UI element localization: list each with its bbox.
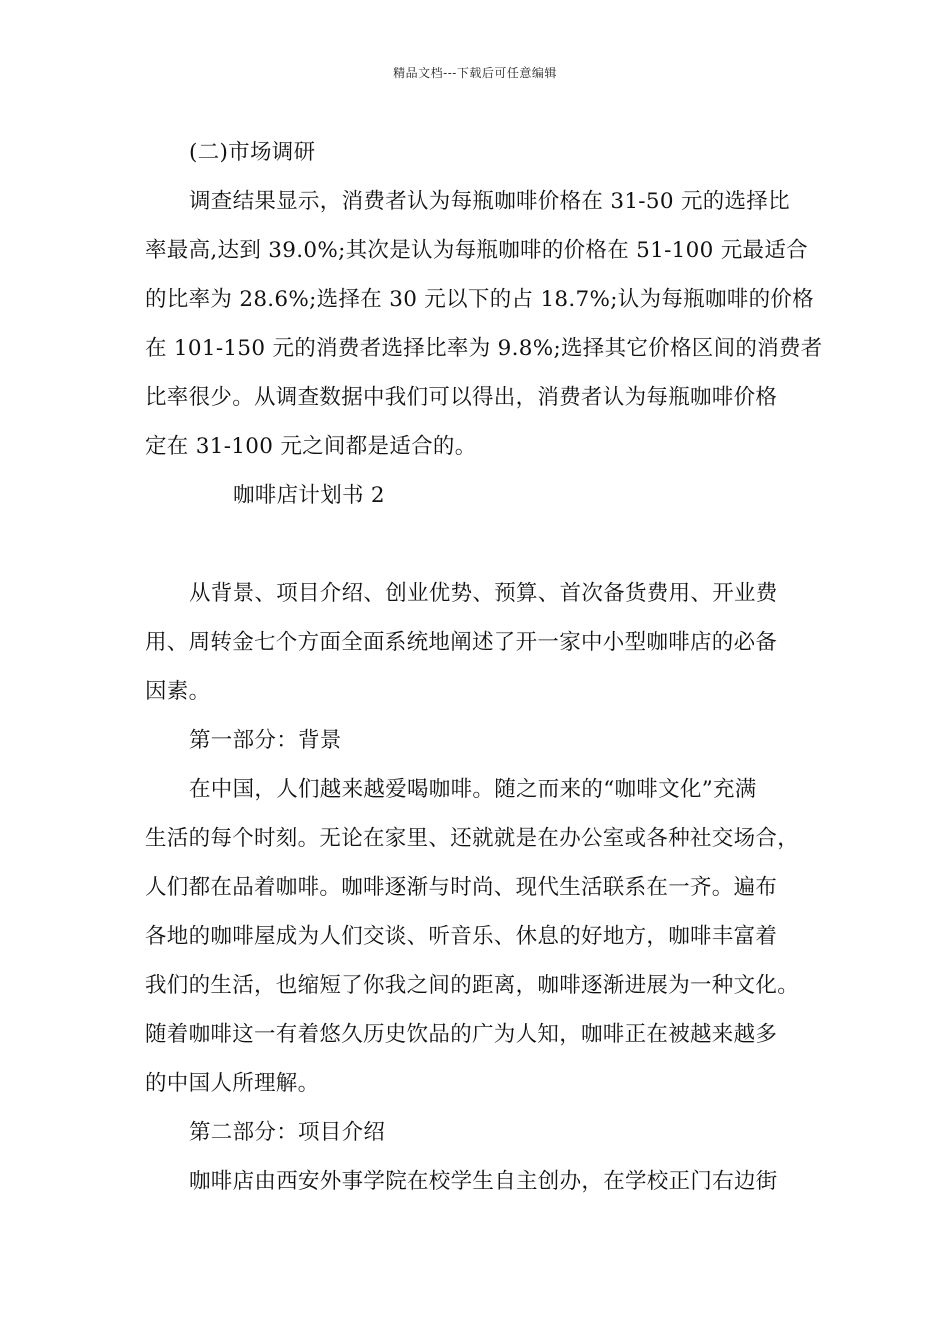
paragraph-line: 调查结果显示，消费者认为每瓶咖啡价格在 31-50 元的选择比 (189, 189, 790, 214)
page-header: 精品文档---下载后可任意编辑 (393, 66, 557, 80)
document-body (145, 128, 823, 1206)
paragraph-line: 我们的生活，也缩短了你我之间的距离，咖啡逐渐进展为一种文化。 (145, 973, 800, 998)
paragraph-line: 的比率为 28.6%;选择在 30 元以下的占 18.7%;认为每瓶咖啡的价格 (145, 287, 814, 312)
paragraph-line: 从背景、项目介绍、创业优势、预算、首次备货费用、开业费 (189, 581, 778, 606)
section-heading-market: (二)市场调研 (189, 140, 316, 165)
document-title: 咖啡店计划书 2 (233, 483, 385, 508)
section-heading-part2: 第二部分：项目介绍 (189, 1120, 386, 1145)
paragraph-line: 生活的每个时刻。无论在家里、还就就是在办公室或各种社交场合， (145, 826, 800, 851)
paragraph-line: 用、周转金七个方面全面系统地阐述了开一家中小型咖啡店的必备 (145, 630, 778, 655)
paragraph-line: 咖啡店由西安外事学院在校学生自主创办，在学校正门右边街 (189, 1169, 778, 1194)
paragraph-line: 各地的咖啡屋成为人们交谈、听音乐、休息的好地方，咖啡丰富着 (145, 924, 778, 949)
paragraph-line: 定在 31-100 元之间都是适合的。 (145, 434, 477, 459)
paragraph-line: 率最高,达到 39.0%;其次是认为每瓶咖啡的价格在 51-100 元最适合 (145, 238, 808, 263)
paragraph-line: 因素。 (145, 679, 211, 704)
paragraph-line: 人们都在品着咖啡。咖啡逐渐与时尚、现代生活联系在一齐。遍布 (145, 875, 778, 900)
paragraph-line: 随着咖啡这一有着悠久历史饮品的广为人知，咖啡正在被越来越多 (145, 1022, 778, 1047)
paragraph-line: 在 101-150 元的消费者选择比率为 9.8%;选择其它价格区间的消费者 (145, 336, 823, 361)
paragraph-line: 比率很少。从调查数据中我们可以得出，消费者认为每瓶咖啡价格 (145, 385, 778, 410)
paragraph-line: 的中国人所理解。 (145, 1071, 320, 1096)
paragraph-line: 在中国，人们越来越爱喝咖啡。随之而来的“咖啡文化”充满 (189, 777, 757, 802)
section-heading-part1: 第一部分：背景 (189, 728, 342, 753)
